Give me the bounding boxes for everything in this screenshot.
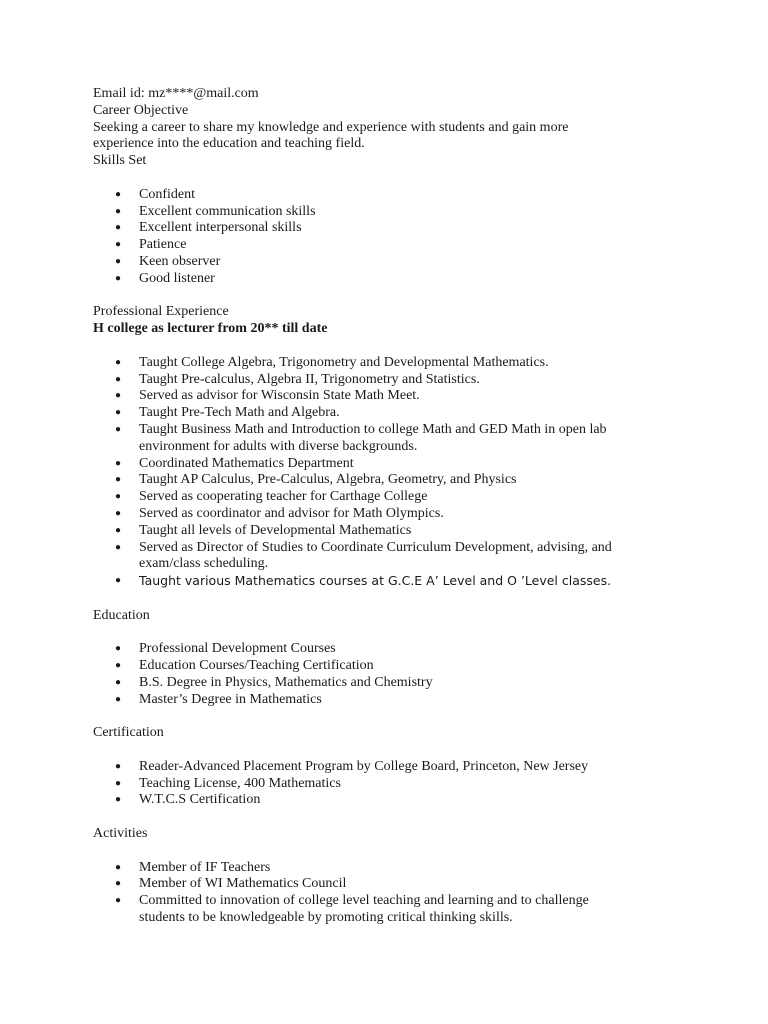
- list-item: [93, 573, 693, 591]
- activity-text: Member of IF Teachers: [139, 859, 271, 875]
- bullet-icon: ●: [115, 205, 122, 217]
- bullet-icon: ●: [115, 188, 122, 200]
- skill-text: Keen observer: [139, 253, 221, 269]
- list-item: [93, 776, 693, 793]
- bullet-icon: ●: [115, 272, 122, 284]
- experience-heading: Professional Experience: [93, 304, 229, 320]
- list-item: [93, 237, 693, 254]
- skills-heading: Skills Set: [93, 153, 147, 169]
- experience-text: Served as Director of Studies to Coordinate Curriculum Development, advising, and: [139, 539, 612, 555]
- resume-page: [93, 86, 693, 927]
- list-item: [93, 876, 693, 893]
- bullet-icon: ●: [115, 878, 122, 890]
- experience-text: Served as coordinator and advisor for Math Olympics.: [139, 505, 444, 521]
- certification-text: Teaching License, 400 Mathematics: [139, 775, 341, 791]
- bullet-icon: ●: [115, 660, 122, 672]
- experience-text: Taught all levels of Developmental Mathematics: [139, 522, 412, 538]
- list-item: [93, 187, 693, 204]
- bullet-icon: ●: [115, 390, 122, 402]
- bullet-icon: ●: [115, 255, 122, 267]
- activities-heading: Activities: [93, 826, 148, 842]
- education-text: Master’s Degree in Mathematics: [139, 691, 322, 707]
- experience-text: Taught various Mathematics courses at G.C.E A’ Level and O ’Level classes.: [139, 573, 612, 589]
- experience-text: Served as cooperating teacher for Carthage College: [139, 489, 428, 505]
- experience-text: Taught Pre-Tech Math and Algebra.: [139, 405, 340, 421]
- bullet-icon: ●: [115, 760, 122, 772]
- list-item: [93, 893, 693, 927]
- skill-text: Good listener: [139, 270, 215, 286]
- bullet-icon: ●: [115, 693, 122, 705]
- experience-text: Taught Business Math and Introduction to college Math and GED Math in open lab: [139, 421, 607, 437]
- education-heading: Education: [93, 607, 150, 623]
- bullet-icon: ●: [115, 222, 122, 234]
- position-title: H college as lecturer from 20** till date: [93, 321, 328, 337]
- education-text: Education Courses/Teaching Certification: [139, 658, 374, 674]
- list-item: [93, 506, 693, 523]
- experience-text: Taught Pre-calculus, Algebra II, Trigonometry and Statistics.: [139, 371, 480, 387]
- education-text: Professional Development Courses: [139, 641, 336, 657]
- list-item: [93, 792, 693, 809]
- bullet-icon: ●: [115, 373, 122, 385]
- bullet-icon: ●: [115, 491, 122, 503]
- list-item: [93, 675, 693, 692]
- skills-list: [93, 187, 693, 288]
- list-item: [93, 372, 693, 389]
- bullet-icon: ●: [115, 457, 122, 469]
- experience-text-cont: environment for adults with diverse backgrounds.: [139, 438, 418, 454]
- activities-list: [93, 860, 693, 927]
- skill-text: Confident: [139, 186, 195, 202]
- list-item: [93, 388, 693, 405]
- list-item: [93, 355, 693, 372]
- bullet-icon: ●: [115, 356, 122, 368]
- bullet-icon: ●: [115, 895, 122, 907]
- bullet-icon: ●: [115, 541, 122, 553]
- activity-text: Member of WI Mathematics Council: [139, 876, 347, 892]
- experience-list: [93, 355, 693, 591]
- bullet-icon: ●: [115, 575, 122, 587]
- certification-text: W.T.C.S Certification: [139, 792, 261, 808]
- certification-heading: Certification: [93, 725, 164, 741]
- bullet-icon: ●: [115, 777, 122, 789]
- experience-text: Served as advisor for Wisconsin State Math Meet.: [139, 388, 420, 404]
- list-item: [93, 860, 693, 877]
- list-item: [93, 220, 693, 237]
- list-item: [93, 692, 693, 709]
- career-objective-text-line: experience into the education and teaching field.: [93, 136, 365, 152]
- list-item: [93, 204, 693, 221]
- experience-text: Taught College Algebra, Trigonometry and Developmental Mathematics.: [139, 354, 549, 370]
- education-list: [93, 641, 693, 708]
- bullet-icon: ●: [115, 474, 122, 486]
- list-item: [93, 641, 693, 658]
- skill-text: Patience: [139, 237, 187, 253]
- education-text: B.S. Degree in Physics, Mathematics and Chemistry: [139, 674, 433, 690]
- career-objective-heading: Career Objective: [93, 102, 189, 118]
- career-objective-text-line: Seeking a career to share my knowledge and experience with students and gain more: [93, 119, 569, 135]
- activity-text: Committed to innovation of college level teaching and learning and to challenge: [139, 893, 589, 909]
- skill-text: Excellent interpersonal skills: [139, 220, 302, 236]
- bullet-icon: ●: [115, 643, 122, 655]
- experience-text-cont: exam/class scheduling.: [139, 556, 269, 572]
- list-item: [93, 759, 693, 776]
- experience-text: Taught AP Calculus, Pre-Calculus, Algebra, Geometry, and Physics: [139, 472, 517, 488]
- list-item: [93, 489, 693, 506]
- bullet-icon: ●: [115, 407, 122, 419]
- bullet-icon: ●: [115, 524, 122, 536]
- certification-text: Reader-Advanced Placement Program by College Board, Princeton, New Jersey: [139, 758, 589, 774]
- experience-text: Coordinated Mathematics Department: [139, 455, 354, 471]
- list-item: [93, 658, 693, 675]
- list-item: [93, 540, 693, 574]
- bullet-icon: ●: [115, 861, 122, 873]
- skill-text: Excellent communication skills: [139, 203, 316, 219]
- list-item: [93, 254, 693, 271]
- bullet-icon: ●: [115, 507, 122, 519]
- list-item: [93, 271, 693, 288]
- bullet-icon: ●: [115, 794, 122, 806]
- bullet-icon: ●: [115, 676, 122, 688]
- list-item: [93, 456, 693, 473]
- list-item: [93, 523, 693, 540]
- list-item: [93, 405, 693, 422]
- activity-text-cont: students to be knowledgeable by promoting critical thinking skills.: [139, 910, 513, 926]
- certification-list: [93, 759, 693, 809]
- list-item: [93, 422, 693, 456]
- bullet-icon: ●: [115, 423, 122, 435]
- list-item: [93, 472, 693, 489]
- email-line: Email id: mz****@mail.com: [93, 86, 259, 101]
- bullet-icon: ●: [115, 239, 122, 251]
